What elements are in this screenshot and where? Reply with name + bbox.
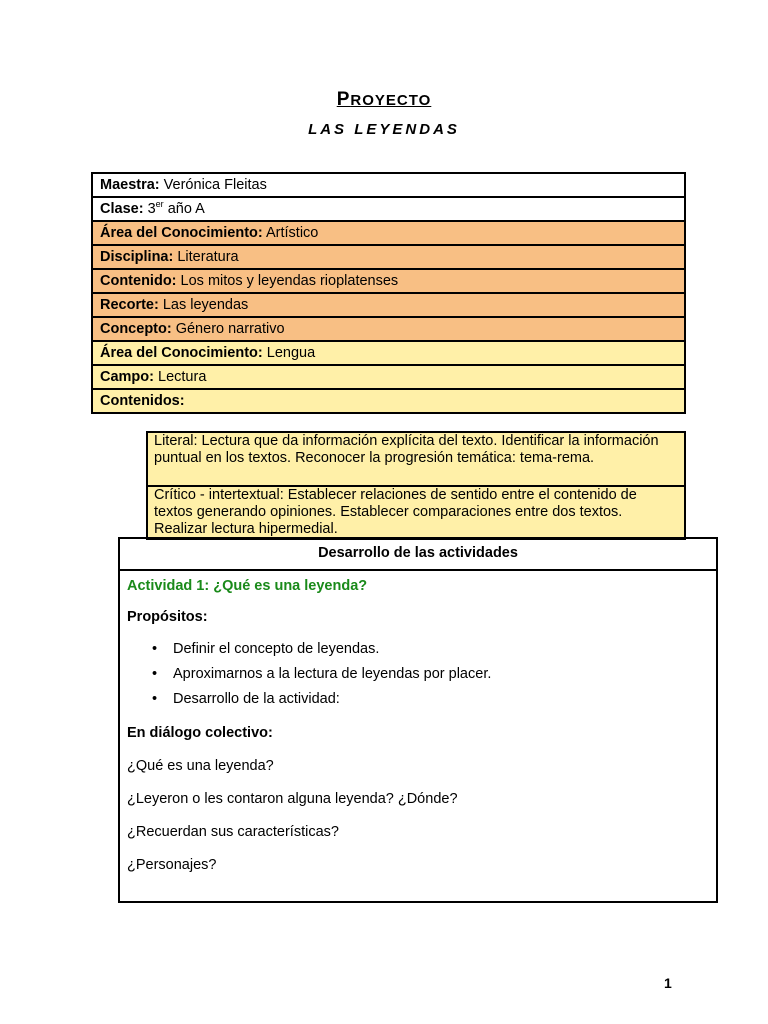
row-contenido [92, 269, 685, 293]
contenido-critico: Crítico - intertextual: Establecer relaciones de sentido entre el contenido de textos generando opiniones. Establecer comparaciones entre dos textos. Realizar lectura hipermedial. [147, 486, 685, 539]
row-campo [92, 365, 685, 389]
row-contenidos [92, 389, 685, 413]
contenidos-table [146, 431, 686, 540]
row-recorte [92, 293, 685, 317]
row-label: Área del Conocimiento: [100, 225, 263, 241]
purposes-label: Propósitos: [127, 609, 208, 625]
page-number: 1 [664, 975, 672, 991]
page-subtitle: LAS LEYENDAS [308, 121, 460, 138]
contenido-literal-row [147, 432, 685, 486]
row-label: Campo: [100, 369, 154, 385]
row-value: Artístico [265, 225, 319, 241]
activities-heading: Desarrollo de las actividades [120, 539, 716, 571]
row-value: Las leyendas [162, 297, 249, 313]
question: ¿Leyeron o les contaron alguna leyenda? ¿Dónde? [127, 791, 458, 807]
contenido-critico-row [147, 486, 685, 539]
question: ¿Qué es una leyenda? [127, 758, 274, 774]
row-label: Maestra: [100, 177, 160, 193]
page-title [0, 89, 768, 111]
list-item: • Desarrollo de la actividad: [152, 691, 716, 708]
row-label: Recorte: [100, 297, 159, 313]
row-value: Verónica Fleitas [163, 177, 267, 193]
list-item: • Definir el concepto de leyendas. [152, 641, 716, 658]
dialog-label: En diálogo colectivo: [127, 725, 273, 741]
activities-body [120, 571, 716, 873]
row-value-prefix: 3 [147, 201, 156, 217]
row-clase [92, 197, 685, 221]
row-value: Los mitos y leyendas rioplatenses [180, 273, 399, 289]
purposes-list [127, 641, 716, 708]
activities-box [118, 537, 718, 903]
row-area-artistico [92, 221, 685, 245]
row-label: Área del Conocimiento: [100, 345, 263, 361]
row-value-suffix: año A [167, 201, 205, 217]
question: ¿Personajes? [127, 857, 217, 873]
row-value-sup: er [155, 199, 164, 209]
activity-title: Actividad 1: ¿Qué es una leyenda? [127, 578, 368, 594]
row-maestra [92, 173, 685, 197]
row-label: Contenidos: [100, 393, 185, 409]
row-label: Disciplina: [100, 249, 174, 265]
row-area-lengua [92, 341, 685, 365]
row-label: Concepto: [100, 321, 172, 337]
row-value: Género narrativo [175, 321, 285, 337]
row-concepto [92, 317, 685, 341]
title-rest: ROYECTO [350, 92, 432, 109]
row-label: Clase: [100, 201, 144, 217]
row-label: Contenido: [100, 273, 177, 289]
row-value: Literatura [177, 249, 239, 265]
contenido-literal: Literal: Lectura que da información explícita del texto. Identificar la información puntual en los textos. Reconocer la progresión temática: tema-rema. [147, 432, 685, 486]
title-initial: P [336, 89, 351, 110]
question: ¿Recuerdan sus características? [127, 824, 339, 840]
list-item: • Aproximarnos a la lectura de leyendas por placer. [152, 666, 716, 683]
row-value: Lengua [266, 345, 316, 361]
row-value: Lectura [158, 369, 207, 385]
project-info-table [91, 172, 686, 414]
row-disciplina [92, 245, 685, 269]
